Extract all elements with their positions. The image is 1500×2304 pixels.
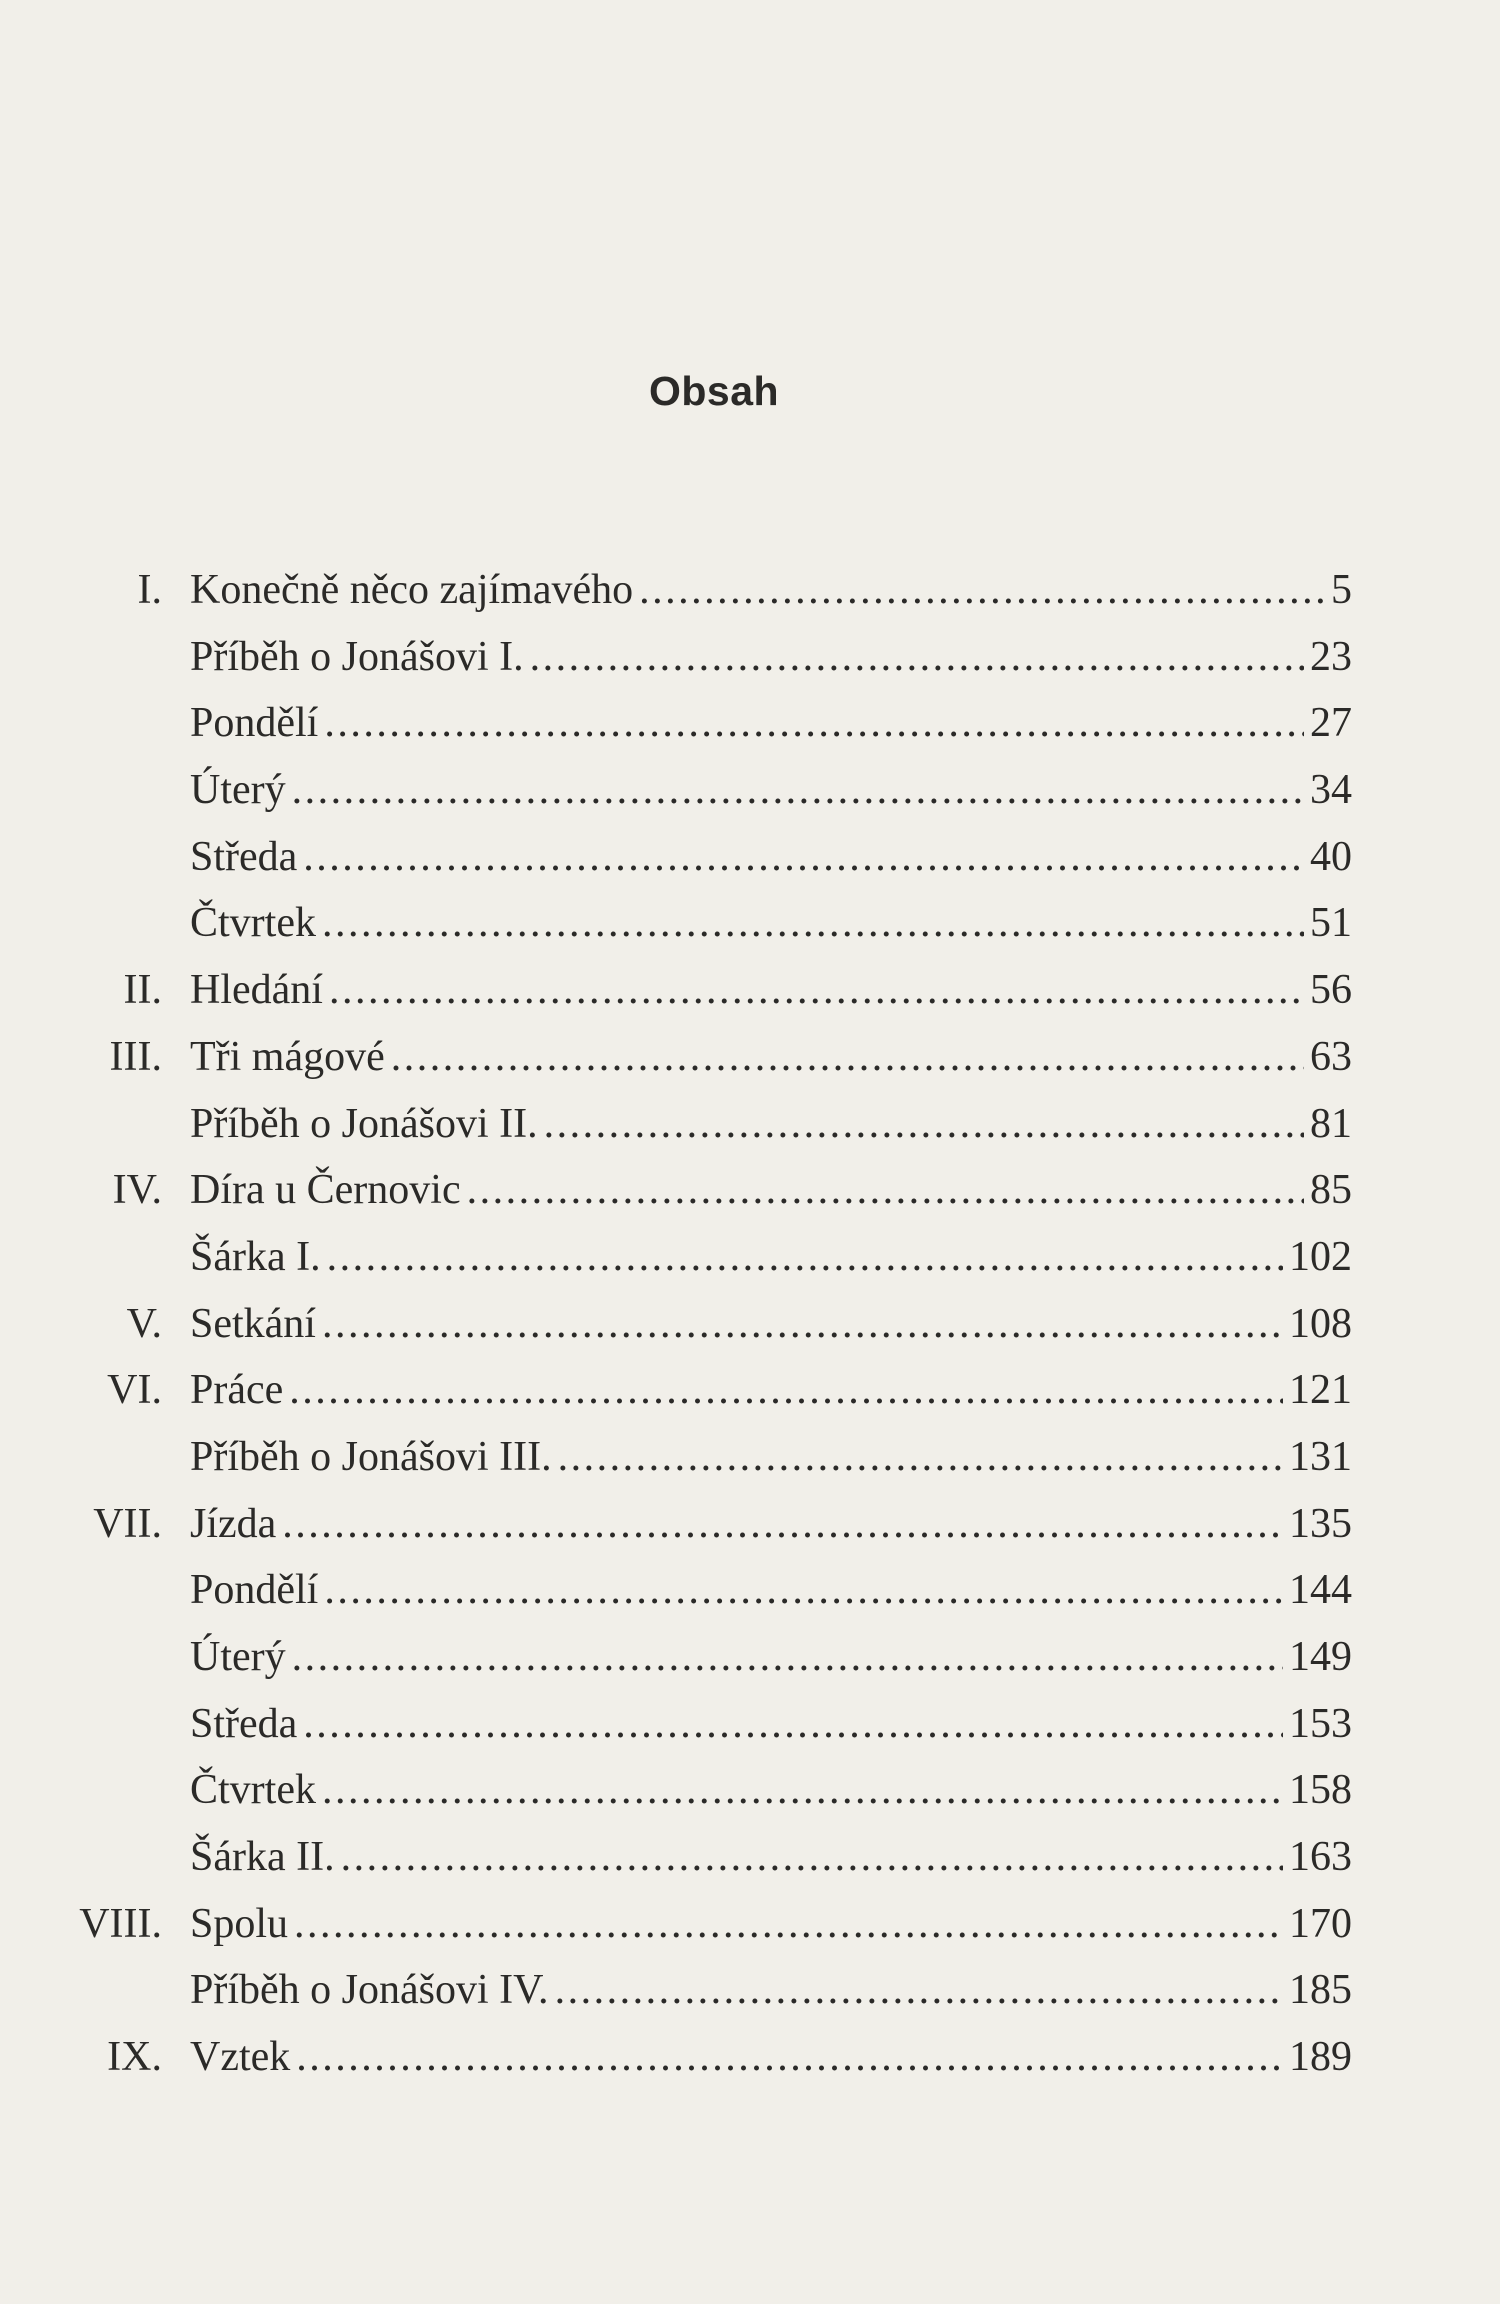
toc-entry (72, 1033, 1352, 1100)
toc-entry (72, 1700, 1352, 1767)
toc-entry (72, 566, 1352, 633)
dot-leader (324, 699, 1304, 747)
dot-leader (294, 1900, 1283, 1948)
dot-leader (303, 833, 1304, 881)
page-title: Obsah (648, 368, 780, 414)
entry-title: Díra u Černovic (190, 1167, 461, 1214)
dot-leader (324, 1566, 1283, 1614)
entry-title: Příběh o Jonášovi IV. (190, 1967, 549, 2014)
entry-title: Čtvrtek (190, 1767, 316, 1814)
page-number: 5 (1331, 567, 1352, 613)
page-number: 153 (1289, 1700, 1352, 1747)
entry-title: Šárka I. (190, 1233, 321, 1280)
chapter-number: II. (123, 967, 162, 1014)
toc-entry (72, 766, 1352, 833)
entry-title: Tři mágové (190, 1033, 385, 1080)
dot-leader (327, 1233, 1283, 1281)
page-number: 81 (1310, 1100, 1352, 1147)
page-number: 189 (1289, 2034, 1352, 2081)
entry-title: Setkání (190, 1300, 316, 1347)
page-number: 56 (1310, 967, 1352, 1014)
entry-title: Úterý (190, 767, 286, 814)
toc-entry (72, 1833, 1352, 1900)
toc-entry (72, 1433, 1352, 1500)
toc-entry (72, 699, 1352, 766)
dot-leader (544, 1100, 1304, 1148)
entry-title: Pondělí (190, 700, 319, 747)
dot-leader (296, 2033, 1283, 2081)
entry-title: Konečně něco zajímavého (190, 567, 634, 613)
page-number: 63 (1310, 1033, 1352, 1080)
dot-leader (322, 899, 1304, 947)
dot-leader (303, 1700, 1283, 1748)
dot-leader (530, 633, 1304, 681)
dot-leader (292, 766, 1304, 814)
toc-entry (72, 1766, 1352, 1833)
toc-entry (72, 966, 1352, 1033)
page-number: 27 (1310, 700, 1352, 747)
chapter-number: VIII. (79, 1900, 162, 1947)
page-number: 158 (1289, 1767, 1352, 1814)
chapter-number: V. (126, 1300, 162, 1347)
entry-title: Šárka II. (190, 1834, 335, 1881)
toc-entry (72, 1166, 1352, 1233)
chapter-number: III. (109, 1033, 162, 1080)
table-of-contents (72, 566, 1352, 2100)
entry-title: Příběh o Jonášovi I. (190, 633, 524, 680)
entry-title: Vztek (190, 2034, 291, 2081)
chapter-number: VI. (107, 1367, 162, 1414)
dot-leader (322, 1766, 1283, 1814)
entry-title: Čtvrtek (190, 900, 316, 947)
toc-entry (72, 1566, 1352, 1633)
page-number: 163 (1289, 1834, 1352, 1881)
entry-title: Pondělí (190, 1567, 319, 1614)
toc-entry (72, 1100, 1352, 1167)
page-number: 85 (1310, 1167, 1352, 1214)
page-number: 23 (1310, 633, 1352, 680)
dot-leader (467, 1166, 1304, 1214)
page-number: 135 (1289, 1500, 1352, 1547)
dot-leader (329, 966, 1304, 1014)
dot-leader (322, 1300, 1283, 1348)
dot-leader (391, 1033, 1304, 1081)
toc-entry (72, 1300, 1352, 1367)
dot-leader (558, 1433, 1283, 1481)
page-number: 121 (1289, 1367, 1352, 1414)
entry-title: Jízda (190, 1500, 277, 1547)
chapter-number: IV. (112, 1167, 162, 1214)
page-number: 102 (1289, 1233, 1352, 1280)
entry-title: Příběh o Jonášovi III. (190, 1433, 552, 1480)
toc-entry (72, 1966, 1352, 2033)
dot-leader (639, 566, 1325, 614)
toc-entry (72, 633, 1352, 700)
page-number: 149 (1289, 1634, 1352, 1680)
dot-leader (341, 1833, 1283, 1881)
toc-entry (72, 1233, 1352, 1300)
entry-title: Spolu (190, 1900, 289, 1947)
page-number: 108 (1289, 1300, 1352, 1347)
page-number: 131 (1289, 1433, 1352, 1480)
chapter-number: IX. (107, 2034, 162, 2081)
toc-entry (72, 833, 1352, 900)
dot-leader (555, 1966, 1283, 2014)
page-number: 144 (1289, 1567, 1352, 1614)
toc-entry (72, 1900, 1352, 1967)
toc-entry (72, 1366, 1352, 1433)
entry-title: Práce (190, 1367, 284, 1414)
entry-title: Středa (190, 1700, 298, 1747)
dot-leader (289, 1366, 1283, 1414)
entry-title: Úterý (190, 1634, 286, 1680)
chapter-number: VII. (93, 1500, 162, 1547)
page-number: 170 (1289, 1900, 1352, 1947)
dot-leader (292, 1633, 1283, 1681)
page-number: 40 (1310, 833, 1352, 880)
toc-entry (72, 1633, 1352, 1700)
page-number: 34 (1310, 767, 1352, 814)
dot-leader (282, 1500, 1283, 1548)
toc-entry (72, 1500, 1352, 1567)
entry-title: Hledání (190, 967, 323, 1014)
toc-entry (72, 899, 1352, 966)
page-number: 185 (1289, 1967, 1352, 2014)
entry-title: Středa (190, 833, 298, 880)
toc-entry (72, 2033, 1352, 2100)
page-number: 51 (1310, 900, 1352, 947)
entry-title: Příběh o Jonášovi II. (190, 1100, 538, 1147)
chapter-number: I. (137, 567, 162, 613)
